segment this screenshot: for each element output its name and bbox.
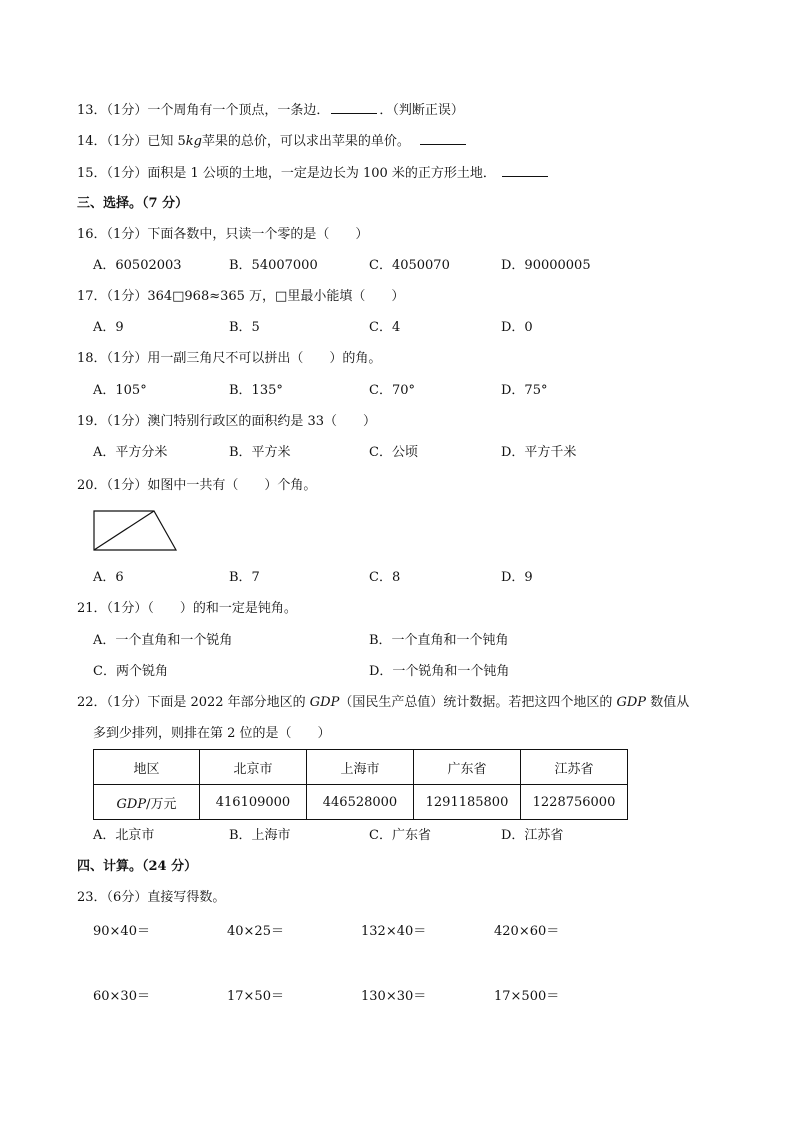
- calc-item[interactable]: 60×30＝: [93, 989, 150, 1004]
- question-13-text: 13．（1分）一个周角有一个顶点，一条边．: [77, 103, 330, 118]
- option-a[interactable]: A．105°: [93, 383, 147, 398]
- option-d[interactable]: D．90000005: [501, 258, 591, 273]
- table-header-cell: 地区: [94, 750, 200, 785]
- diagonal-line: [94, 511, 154, 550]
- trapezoid-outline: [94, 511, 176, 550]
- option-b[interactable]: B．5: [229, 320, 260, 335]
- calc-item[interactable]: 17×50＝: [227, 989, 284, 1004]
- calc-row-2: [93, 988, 693, 1006]
- table-header-cell: 江苏省: [521, 750, 628, 785]
- question-16-options: [93, 257, 733, 275]
- calc-item[interactable]: 130×30＝: [361, 989, 427, 1004]
- table-cell: 446528000: [307, 785, 414, 820]
- question-22-stem-line1: [77, 694, 689, 712]
- question-23-stem: 23．（6分）直接写得数。: [77, 890, 226, 905]
- option-c[interactable]: C．两个锐角: [93, 664, 168, 679]
- gdp-term: GDP: [616, 695, 647, 710]
- question-15: [77, 164, 550, 183]
- table-row-label: [94, 785, 200, 820]
- trapezoid-figure: [90, 508, 182, 554]
- table-cell: 1228756000: [521, 785, 628, 820]
- option-b[interactable]: B．54007000: [229, 258, 318, 273]
- calc-item[interactable]: 420×60＝: [494, 924, 560, 939]
- unit-label: /万元: [146, 796, 177, 812]
- gdp-table: [93, 749, 628, 820]
- question-21-options-row1: [93, 632, 733, 650]
- option-d[interactable]: D．9: [501, 570, 533, 585]
- option-c[interactable]: C．4050070: [369, 258, 450, 273]
- option-d[interactable]: D．平方千米: [501, 445, 577, 460]
- question-15-text: 15．（1分）面积是 1 公顷的土地，一定是边长为 100 米的正方形土地．: [77, 166, 496, 181]
- question-13-suffix: ．（判断正误）: [379, 103, 464, 118]
- question-19-stem: 19．（1分）澳门特别行政区的面积约是 33（ ）: [77, 414, 376, 429]
- option-a[interactable]: A．一个直角和一个锐角: [93, 633, 233, 648]
- question-22-text: （国民生产总值）统计数据。若把这四个地区的: [339, 695, 617, 710]
- question-17-stem: 17．（1分）364□968≈365 万，□里最小能填（ ）: [77, 289, 405, 304]
- answer-blank[interactable]: [331, 101, 377, 114]
- question-16-stem: 16．（1分）下面各数中，只读一个零的是（ ）: [77, 227, 369, 242]
- table-header-cell: 广东省: [414, 750, 521, 785]
- question-19-options: [93, 444, 733, 462]
- option-a[interactable]: A．60502003: [93, 258, 182, 273]
- option-d[interactable]: D．一个锐角和一个钝角: [369, 664, 510, 679]
- question-13: [77, 101, 464, 120]
- question-17-options: [93, 319, 733, 337]
- question-21-stem: 21．（1分）（ ）的和一定是钝角。: [77, 601, 297, 616]
- option-b[interactable]: B．一个直角和一个钝角: [369, 633, 509, 648]
- table-row: [94, 785, 628, 820]
- calc-item[interactable]: 90×40＝: [93, 924, 150, 939]
- option-d[interactable]: D．0: [501, 320, 533, 335]
- question-22-stem-line2: 多到少排列，则排在第 2 位的是（ ）: [93, 726, 331, 741]
- question-14: [77, 132, 468, 151]
- question-14-unit: kg: [185, 134, 202, 149]
- question-14-rest: 苹果的总价，可以求出苹果的单价。: [201, 134, 410, 149]
- table-header-cell: 北京市: [200, 750, 307, 785]
- option-d[interactable]: D．江苏省: [501, 828, 564, 843]
- question-22-text: 22．（1分）下面是 2022 年部分地区的: [77, 695, 310, 710]
- answer-blank[interactable]: [502, 164, 548, 177]
- question-22-options: [93, 827, 733, 845]
- option-c[interactable]: C．70°: [369, 383, 415, 398]
- option-c[interactable]: C．4: [369, 320, 401, 335]
- option-a[interactable]: A．6: [93, 570, 124, 585]
- option-c[interactable]: C．公顷: [369, 445, 418, 460]
- calc-row-1: [93, 923, 693, 941]
- option-b[interactable]: B．上海市: [229, 828, 291, 843]
- option-b[interactable]: B．135°: [229, 383, 283, 398]
- section-heading-choice: 三、选择。（7 分）: [77, 196, 189, 211]
- option-b[interactable]: B．7: [229, 570, 260, 585]
- table-header-cell: 上海市: [307, 750, 414, 785]
- option-c[interactable]: C．8: [369, 570, 401, 585]
- option-a[interactable]: A．北京市: [93, 828, 155, 843]
- option-a[interactable]: A．平方分米: [93, 445, 168, 460]
- question-18-stem: 18．（1分）用一副三角尺不可以拼出（ ）的角。: [77, 351, 382, 366]
- answer-blank[interactable]: [420, 132, 466, 145]
- question-21-options-row2: [93, 663, 733, 681]
- table-cell: 1291185800: [414, 785, 521, 820]
- option-c[interactable]: C．广东省: [369, 828, 431, 843]
- gdp-term: GDP: [116, 796, 147, 812]
- question-20-stem: 20．（1分）如图中一共有（ ）个角。: [77, 478, 317, 493]
- option-d[interactable]: D．75°: [501, 383, 548, 398]
- table-cell: 416109000: [200, 785, 307, 820]
- option-a[interactable]: A．9: [93, 320, 124, 335]
- option-b[interactable]: B．平方米: [229, 445, 291, 460]
- calc-item[interactable]: 132×40＝: [361, 924, 427, 939]
- question-22-text: 数值从: [646, 695, 690, 710]
- calc-item[interactable]: 17×500＝: [494, 989, 560, 1004]
- calc-item[interactable]: 40×25＝: [227, 924, 284, 939]
- question-18-options: [93, 382, 733, 400]
- table-row: [94, 750, 628, 785]
- gdp-term: GDP: [309, 695, 340, 710]
- question-20-options: [93, 569, 733, 587]
- question-14-prefix: 14．（1分）已知 5: [77, 134, 186, 149]
- section-heading-calculation: 四、计算。（24 分）: [77, 859, 198, 874]
